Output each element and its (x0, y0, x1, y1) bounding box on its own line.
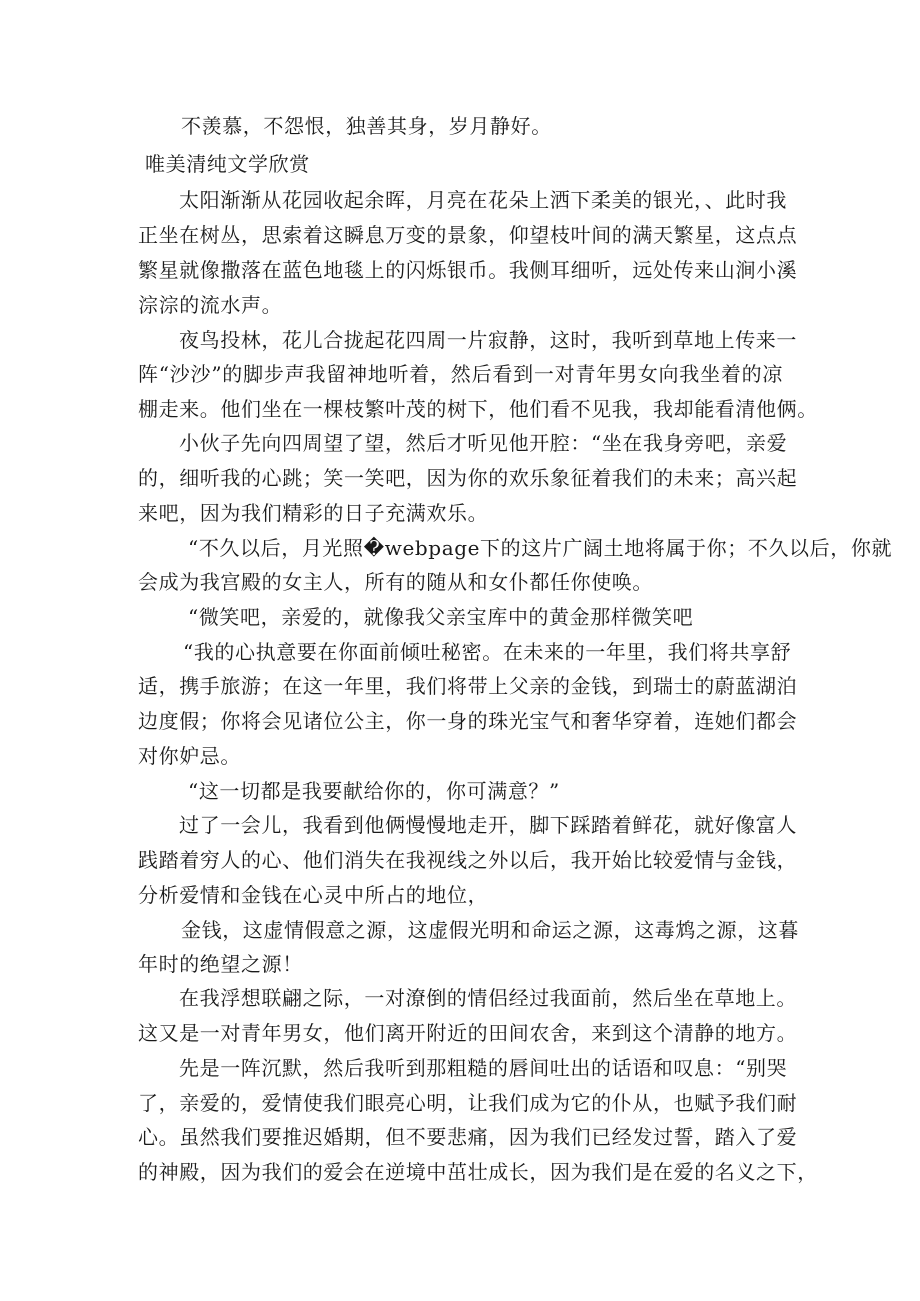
paragraph-line: 先是一阵沉默，然后我听到那粗糙的唇间吐出的话语和叹息：“别哭 (179, 1056, 788, 1080)
paragraph-line: “我的心执意要在你面前倾吐秘密。在未来的一年里，我们将共享舒 (183, 640, 792, 664)
paragraph-line: 正坐在树丛，思索着这瞬息万变的景象，仰望枝叶间的满天繁星，这点点 (138, 223, 798, 247)
paragraph-line: 棚走来。他们坐在一棵枝繁叶茂的树下，他们看不见我，我却能看清他俩。 (138, 397, 818, 421)
paragraph-line: 适，携手旅游；在这一年里，我们将带上父亲的金钱，到瑞士的蔚蓝湖泊 (138, 674, 798, 698)
paragraph-line: 分析爱情和金钱在心灵中所占的地位， (138, 883, 489, 907)
paragraph-line: 会成为我宫殿的女主人，所有的随从和女仆都任你使唤。 (138, 570, 653, 594)
paragraph-line: 过了一会儿，我看到他俩慢慢地走开，脚下踩踏着鲜花，就好像富人 (179, 813, 797, 837)
paragraph-line: 的，细听我的心跳；笑一笑吧，因为你的欢乐象征着我们的未来；高兴起 (138, 466, 798, 490)
section-title: 唯美清纯文学欣赏 (145, 152, 310, 176)
paragraph-line: 年时的绝望之源！ (138, 952, 303, 976)
paragraph-line: 对你妒忌。 (138, 744, 241, 768)
intro-line: 不羡慕，不怨恨，独善其身，岁月静好。 (181, 114, 552, 138)
paragraph-line: “不久以后，月光照�webpage下的这片广阔土地将属于你；不久以后，你就 (188, 536, 893, 560)
paragraph-line: 太阳渐渐从花园收起余晖，月亮在花朵上洒下柔美的银光，、此时我 (179, 188, 787, 212)
paragraph-line: 践踏着穷人的心、他们消失在我视线之外以后，我开始比较爱情与金钱， (138, 848, 798, 872)
paragraph-line: 在我浮想联翩之际，一对潦倒的情侣经过我面前，然后坐在草地上。 (179, 986, 797, 1010)
paragraph-line: 边度假；你将会见诸位公主，你一身的珠光宝气和奢华穿着，连她们都会 (138, 709, 798, 733)
paragraph-line: 这又是一对青年男女，他们离开附近的田间农舍，来到这个清静的地方。 (138, 1021, 798, 1045)
paragraph-line: 金钱，这虚情假意之源，这虚假光明和命运之源，这毒鸩之源，这暮 (181, 918, 799, 942)
paragraph-line: 繁星就像撒落在蓝色地毯上的闪烁银币。我侧耳细听，远处传来山涧小溪 (138, 258, 798, 282)
paragraph-line: 淙淙的流水声。 (138, 293, 283, 317)
paragraph-line: 小伙子先向四周望了望，然后才听见他开腔：“坐在我身旁吧，亲爱 (179, 431, 788, 455)
paragraph-line: 了，亲爱的，爱情使我们眼亮心明，让我们成为它的仆从，也赋予我们耐 (138, 1091, 798, 1115)
paragraph-line: 来吧，因为我们精彩的日子充满欢乐。 (138, 501, 489, 525)
paragraph-line: 心。虽然我们要推迟婚期，但不要悲痛，因为我们已经发过誓，踏入了爱 (138, 1125, 798, 1149)
paragraph-line: “微笑吧，亲爱的，就像我父亲宝库中的黄金那样微笑吧 (188, 605, 694, 629)
paragraph-line: 的神殿，因为我们的爱会在逆境中茁壮成长，因为我们是在爱的名义之下， (138, 1160, 818, 1184)
paragraph-line: 阵“沙沙”的脚步声我留神地听着，然后看到一对青年男女向我坐着的凉 (138, 362, 783, 386)
paragraph-line: 夜鸟投林，花儿合拢起花四周一片寂静，这时，我听到草地上传来一 (179, 328, 797, 352)
paragraph-line: “这一切都是我要献给你的，你可满意？” (188, 779, 560, 803)
